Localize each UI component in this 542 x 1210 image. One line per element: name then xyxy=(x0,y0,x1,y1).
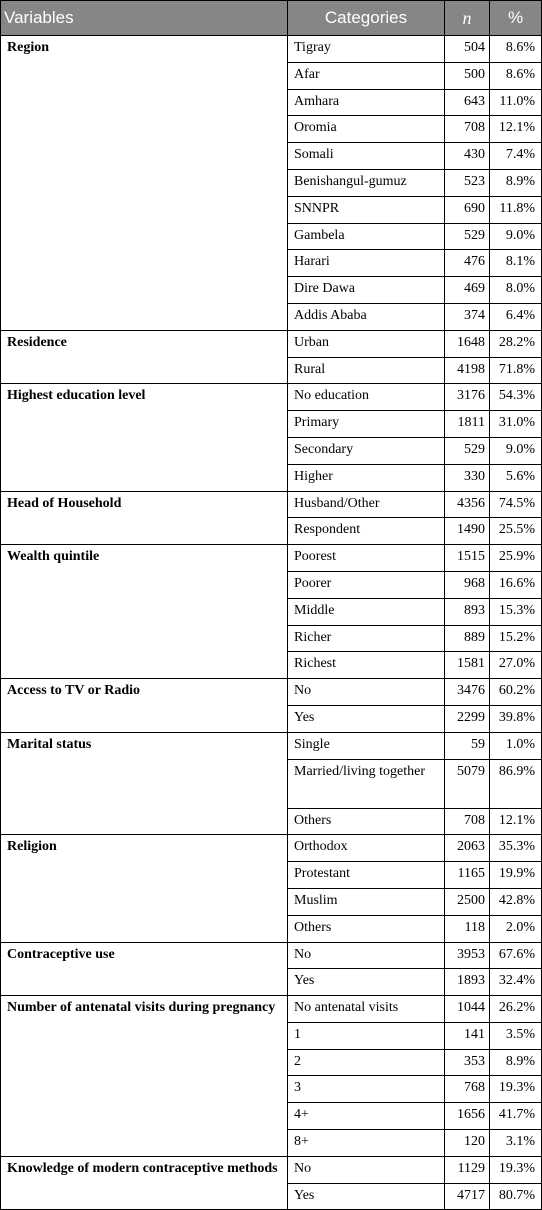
percent-cell: 80.7% xyxy=(490,1183,542,1210)
category-cell: Orthodox xyxy=(288,835,445,862)
percent-cell: 11.0% xyxy=(490,89,542,116)
category-cell: 2 xyxy=(288,1049,445,1076)
percent-cell: 9.0% xyxy=(490,223,542,250)
category-cell: No xyxy=(288,1156,445,1183)
variable-cell: Highest education level xyxy=(1,384,288,491)
count-cell: 430 xyxy=(445,143,490,170)
percent-cell: 7.4% xyxy=(490,143,542,170)
count-cell: 523 xyxy=(445,169,490,196)
table-row xyxy=(1,835,542,862)
percent-cell: 41.7% xyxy=(490,1103,542,1130)
count-cell: 3953 xyxy=(445,942,490,969)
count-cell: 374 xyxy=(445,303,490,330)
category-cell: Protestant xyxy=(288,862,445,889)
variable-cell: Residence xyxy=(1,330,288,384)
count-cell: 476 xyxy=(445,250,490,277)
category-cell: Amhara xyxy=(288,89,445,116)
category-cell: 8+ xyxy=(288,1130,445,1157)
variable-cell: Number of antenatal visits during pregnancy xyxy=(1,996,288,1157)
count-cell: 4717 xyxy=(445,1183,490,1210)
count-cell: 141 xyxy=(445,1022,490,1049)
count-cell: 1490 xyxy=(445,518,490,545)
category-cell: Higher xyxy=(288,464,445,491)
percent-cell: 15.2% xyxy=(490,625,542,652)
variable-cell: Region xyxy=(1,36,288,331)
percent-cell: 8.6% xyxy=(490,62,542,89)
variable-cell: Religion xyxy=(1,835,288,942)
percent-cell: 2.0% xyxy=(490,915,542,942)
category-cell: 3 xyxy=(288,1076,445,1103)
variable-cell: Wealth quintile xyxy=(1,545,288,679)
table-row xyxy=(1,36,542,63)
percent-cell: 15.3% xyxy=(490,598,542,625)
category-cell: Addis Ababa xyxy=(288,303,445,330)
table-row xyxy=(1,545,542,572)
percent-cell: 12.1% xyxy=(490,116,542,143)
percent-cell: 3.1% xyxy=(490,1130,542,1157)
percent-cell: 12.1% xyxy=(490,808,542,835)
count-cell: 1515 xyxy=(445,545,490,572)
category-cell: Gambela xyxy=(288,223,445,250)
percent-cell: 8.9% xyxy=(490,1049,542,1076)
percent-cell: 8.6% xyxy=(490,36,542,63)
percent-cell: 19.3% xyxy=(490,1156,542,1183)
percent-cell: 11.8% xyxy=(490,196,542,223)
category-cell: 1 xyxy=(288,1022,445,1049)
table-row xyxy=(1,384,542,411)
count-cell: 968 xyxy=(445,571,490,598)
variable-cell: Marital status xyxy=(1,732,288,835)
category-cell: Tigray xyxy=(288,36,445,63)
variable-cell: Knowledge of modern contraceptive methods xyxy=(1,1156,288,1210)
header-variables: Variables xyxy=(1,1,288,36)
percent-cell: 28.2% xyxy=(490,330,542,357)
count-cell: 1893 xyxy=(445,969,490,996)
count-cell: 768 xyxy=(445,1076,490,1103)
percent-cell: 25.9% xyxy=(490,545,542,572)
category-cell: Dire Dawa xyxy=(288,277,445,304)
category-cell: No xyxy=(288,679,445,706)
category-cell: Primary xyxy=(288,411,445,438)
percent-cell: 39.8% xyxy=(490,705,542,732)
count-cell: 1165 xyxy=(445,862,490,889)
category-cell: Yes xyxy=(288,1183,445,1210)
percent-cell: 5.6% xyxy=(490,464,542,491)
count-cell: 1648 xyxy=(445,330,490,357)
table-row xyxy=(1,491,542,518)
header-percent: % xyxy=(490,1,542,36)
percent-cell: 67.6% xyxy=(490,942,542,969)
percent-cell: 1.0% xyxy=(490,732,542,759)
category-cell: Richest xyxy=(288,652,445,679)
count-cell: 708 xyxy=(445,116,490,143)
category-cell: Urban xyxy=(288,330,445,357)
count-cell: 690 xyxy=(445,196,490,223)
count-cell: 353 xyxy=(445,1049,490,1076)
category-cell: Husband/Other xyxy=(288,491,445,518)
category-cell: No antenatal visits xyxy=(288,996,445,1023)
percent-cell: 9.0% xyxy=(490,437,542,464)
variable-cell: Access to TV or Radio xyxy=(1,679,288,733)
category-cell: Others xyxy=(288,808,445,835)
percent-cell: 74.5% xyxy=(490,491,542,518)
count-cell: 893 xyxy=(445,598,490,625)
category-cell: Somali xyxy=(288,143,445,170)
count-cell: 330 xyxy=(445,464,490,491)
table-row xyxy=(1,1156,542,1183)
count-cell: 1129 xyxy=(445,1156,490,1183)
count-cell: 1581 xyxy=(445,652,490,679)
table-row xyxy=(1,679,542,706)
category-cell: Afar xyxy=(288,62,445,89)
percent-cell: 71.8% xyxy=(490,357,542,384)
percent-cell: 31.0% xyxy=(490,411,542,438)
category-cell: 4+ xyxy=(288,1103,445,1130)
category-cell: Benishangul-gumuz xyxy=(288,169,445,196)
percent-cell: 42.8% xyxy=(490,888,542,915)
category-cell: Poorest xyxy=(288,545,445,572)
header-n: n xyxy=(445,1,490,36)
percent-cell: 8.9% xyxy=(490,169,542,196)
count-cell: 2500 xyxy=(445,888,490,915)
count-cell: 1656 xyxy=(445,1103,490,1130)
category-cell: Respondent xyxy=(288,518,445,545)
count-cell: 5079 xyxy=(445,759,490,808)
header-row xyxy=(1,1,542,36)
category-cell: Married/living together xyxy=(288,759,445,808)
count-cell: 504 xyxy=(445,36,490,63)
count-cell: 59 xyxy=(445,732,490,759)
variable-cell: Contraceptive use xyxy=(1,942,288,996)
percent-cell: 32.4% xyxy=(490,969,542,996)
percent-cell: 3.5% xyxy=(490,1022,542,1049)
count-cell: 1044 xyxy=(445,996,490,1023)
count-cell: 4356 xyxy=(445,491,490,518)
count-cell: 3176 xyxy=(445,384,490,411)
percent-cell: 27.0% xyxy=(490,652,542,679)
category-cell: Richer xyxy=(288,625,445,652)
category-cell: Muslim xyxy=(288,888,445,915)
table-row xyxy=(1,942,542,969)
percent-cell: 35.3% xyxy=(490,835,542,862)
category-cell: Others xyxy=(288,915,445,942)
category-cell: Yes xyxy=(288,705,445,732)
category-cell: Poorer xyxy=(288,571,445,598)
category-cell: SNNPR xyxy=(288,196,445,223)
category-cell: No xyxy=(288,942,445,969)
percent-cell: 19.9% xyxy=(490,862,542,889)
percent-cell: 26.2% xyxy=(490,996,542,1023)
count-cell: 469 xyxy=(445,277,490,304)
percent-cell: 8.0% xyxy=(490,277,542,304)
count-cell: 2299 xyxy=(445,705,490,732)
category-cell: No education xyxy=(288,384,445,411)
percent-cell: 8.1% xyxy=(490,250,542,277)
percent-cell: 6.4% xyxy=(490,303,542,330)
percent-cell: 16.6% xyxy=(490,571,542,598)
count-cell: 2063 xyxy=(445,835,490,862)
category-cell: Single xyxy=(288,732,445,759)
variable-cell: Head of Household xyxy=(1,491,288,545)
percent-cell: 86.9% xyxy=(490,759,542,808)
percent-cell: 54.3% xyxy=(490,384,542,411)
count-cell: 500 xyxy=(445,62,490,89)
count-cell: 529 xyxy=(445,223,490,250)
category-cell: Oromia xyxy=(288,116,445,143)
category-cell: Harari xyxy=(288,250,445,277)
category-cell: Secondary xyxy=(288,437,445,464)
category-cell: Yes xyxy=(288,969,445,996)
count-cell: 120 xyxy=(445,1130,490,1157)
count-cell: 1811 xyxy=(445,411,490,438)
percent-cell: 19.3% xyxy=(490,1076,542,1103)
percent-cell: 60.2% xyxy=(490,679,542,706)
header-categories: Categories xyxy=(288,1,445,36)
count-cell: 889 xyxy=(445,625,490,652)
count-cell: 4198 xyxy=(445,357,490,384)
percent-cell: 25.5% xyxy=(490,518,542,545)
count-cell: 708 xyxy=(445,808,490,835)
table-row xyxy=(1,996,542,1023)
table-row xyxy=(1,732,542,759)
count-cell: 643 xyxy=(445,89,490,116)
count-cell: 3476 xyxy=(445,679,490,706)
table-row xyxy=(1,330,542,357)
category-cell: Rural xyxy=(288,357,445,384)
count-cell: 529 xyxy=(445,437,490,464)
category-cell: Middle xyxy=(288,598,445,625)
table-body xyxy=(1,36,542,1210)
count-cell: 118 xyxy=(445,915,490,942)
